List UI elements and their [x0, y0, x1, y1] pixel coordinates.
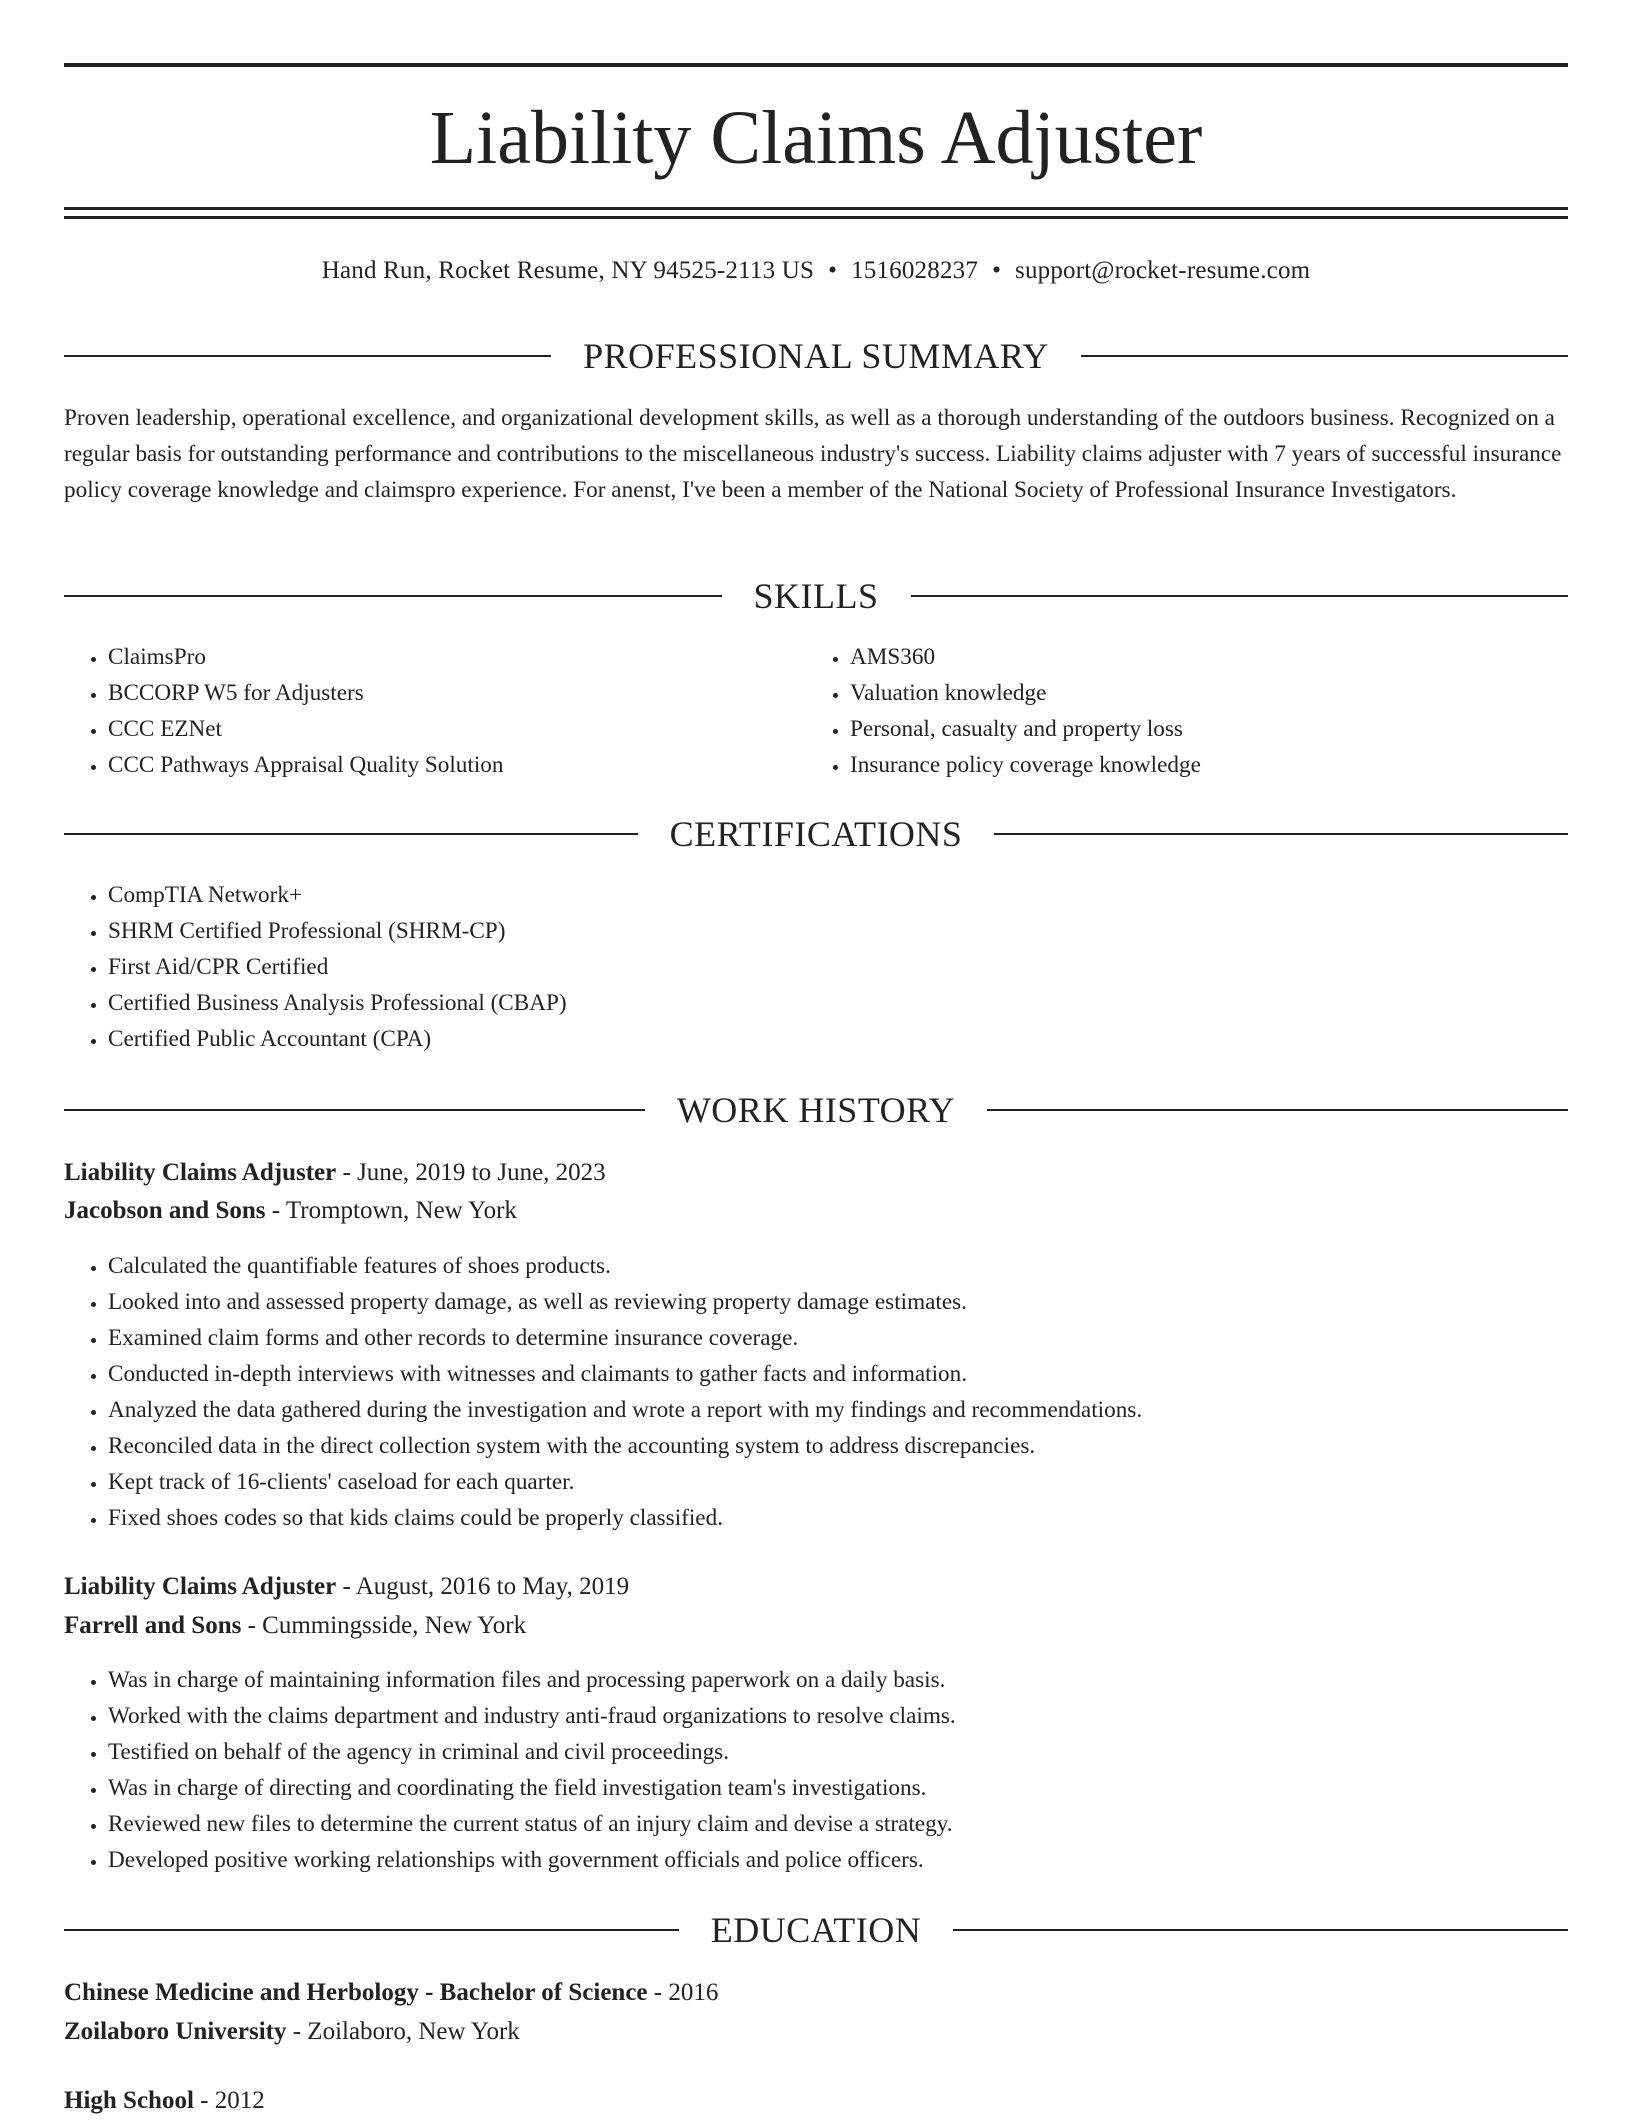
- job-bullets: [64, 1662, 1568, 1878]
- job-location: - Tromptown, New York: [265, 1197, 517, 1224]
- certification-item: • CompTIA Network+: [108, 877, 1508, 913]
- job-bullet: • Fixed shoes codes so that kids claims could be properly classified.: [108, 1500, 1568, 1536]
- education-year: - 2012: [193, 2087, 265, 2114]
- summary-text: Proven leadership, operational excellence, and organizational development skills, as well as a thorough understanding of the outdoors business. Recognized on a regular basis for outstanding performance and contributions to the miscellaneous industry's success. Liability claims adjuster with 7 years of successful insurance policy coverage knowledge and claimspro experience. For anenst, I've been a member of the National Society of Professional Insurance Investigators.: [64, 405, 1562, 503]
- skill-item: • CCC Pathways Appraisal Quality Solution: [108, 747, 798, 783]
- job-bullet: • Calculated the quantifiable features of shoes products.: [108, 1248, 1568, 1284]
- divider-line: [953, 1929, 1568, 1931]
- skills-list-right: [806, 639, 1570, 783]
- divider-line: [64, 1929, 679, 1931]
- job-company: Jacobson and Sons: [64, 1197, 266, 1224]
- education-school-line: [64, 2013, 520, 2051]
- education-degree: Chinese Medicine and Herbology - Bachelor of Science: [64, 1979, 648, 2006]
- job-title: Liability Claims Adjuster: [64, 1159, 337, 1186]
- certification-item: • SHRM Certified Professional (SHRM-CP): [108, 913, 1508, 949]
- education-degree: High School: [64, 2087, 194, 2114]
- education-school: Zoilaboro University: [64, 2018, 287, 2045]
- education-section-header: [64, 1908, 1568, 1952]
- job-bullet: • Testified on behalf of the agency in criminal and civil proceedings.: [108, 1734, 1568, 1770]
- job-location: - Cummingsside, New York: [241, 1612, 527, 1639]
- certification-item: • Certified Business Analysis Professional (CBAP): [108, 985, 1508, 1021]
- certification-item: • First Aid/CPR Certified: [108, 949, 1508, 985]
- job-title-line: [64, 1568, 629, 1606]
- divider-line: [64, 1109, 645, 1111]
- skill-item: • Personal, casualty and property loss: [850, 711, 1570, 747]
- job-bullet: • Reconciled data in the direct collection system with the accounting system to address discrepancies.: [108, 1428, 1568, 1464]
- job-bullet: • Was in charge of maintaining information files and processing paperwork on a daily basis.: [108, 1662, 1568, 1698]
- skill-item: • AMS360: [850, 639, 1570, 675]
- skills-heading: SKILLS: [753, 576, 879, 616]
- divider-line: [911, 595, 1569, 597]
- skill-item: • CCC EZNet: [108, 711, 798, 747]
- certifications-heading: CERTIFICATIONS: [669, 814, 963, 854]
- job-title-line: [64, 1154, 606, 1192]
- contact-email: support@rocket-resume.com: [1015, 257, 1311, 284]
- job-dates: - June, 2019 to June, 2023: [336, 1159, 606, 1186]
- certifications-list: [64, 877, 1508, 1057]
- summary-section-header: [64, 334, 1568, 378]
- contact-separator: •: [828, 257, 838, 284]
- divider-line: [1081, 355, 1568, 357]
- job-bullet: • Analyzed the data gathered during the investigation and wrote a report with my findings and recommendations.: [108, 1392, 1568, 1428]
- job-company-line: [64, 1607, 526, 1645]
- skills-section-header: [64, 574, 1568, 618]
- top-rule: [64, 63, 1568, 67]
- divider-line: [987, 1109, 1568, 1111]
- summary-heading: PROFESSIONAL SUMMARY: [583, 336, 1049, 376]
- skill-item: • Valuation knowledge: [850, 675, 1570, 711]
- job-bullets: [64, 1248, 1568, 1536]
- contact-line: [64, 254, 1568, 288]
- job-title: Liability Claims Adjuster: [64, 1573, 337, 1600]
- job-bullet: • Developed positive working relationships with government officials and police officers.: [108, 1842, 1568, 1878]
- education-degree-line: [64, 1974, 718, 2012]
- job-bullet: • Reviewed new files to determine the current status of an injury claim and devise a strategy.: [108, 1806, 1568, 1842]
- job-bullet: • Kept track of 16-clients' caseload for each quarter.: [108, 1464, 1568, 1500]
- skills-list-left: [64, 639, 798, 783]
- education-degree-line: [64, 2082, 265, 2120]
- divider-line: [64, 833, 638, 835]
- job-bullet: • Looked into and assessed property damage, as well as reviewing property damage estimates.: [108, 1284, 1568, 1320]
- contact-separator: •: [992, 257, 1002, 284]
- contact-address: Hand Run, Rocket Resume, NY 94525-2113 US: [321, 257, 815, 284]
- work-heading: WORK HISTORY: [676, 1090, 956, 1130]
- title-rule-upper: [64, 207, 1568, 210]
- skill-item: • BCCORP W5 for Adjusters: [108, 675, 798, 711]
- resume-title: Liability Claims Adjuster: [429, 96, 1203, 180]
- work-section-header: [64, 1088, 1568, 1132]
- job-company-line: [64, 1192, 517, 1230]
- job-dates: - August, 2016 to May, 2019: [336, 1573, 630, 1600]
- education-heading: EDUCATION: [710, 1910, 922, 1950]
- certification-item: • Certified Public Accountant (CPA): [108, 1021, 1508, 1057]
- certifications-section-header: [64, 812, 1568, 856]
- job-company: Farrell and Sons: [64, 1612, 242, 1639]
- job-bullet: • Worked with the claims department and industry anti-fraud organizations to resolve claims.: [108, 1698, 1568, 1734]
- divider-line: [64, 355, 551, 357]
- skill-item: • ClaimsPro: [108, 639, 798, 675]
- job-bullet: • Was in charge of directing and coordinating the field investigation team's investigations.: [108, 1770, 1568, 1806]
- job-bullet: • Examined claim forms and other records to determine insurance coverage.: [108, 1320, 1568, 1356]
- education-location: - Zoilaboro, New York: [286, 2018, 520, 2045]
- divider-line: [64, 595, 722, 597]
- education-year: - 2016: [647, 1979, 719, 2006]
- title-rule-lower: [64, 216, 1568, 219]
- job-bullet: • Conducted in-depth interviews with witnesses and claimants to gather facts and information.: [108, 1356, 1568, 1392]
- divider-line: [994, 833, 1568, 835]
- skill-item: • Insurance policy coverage knowledge: [850, 747, 1570, 783]
- contact-phone: 1516028237: [851, 257, 979, 284]
